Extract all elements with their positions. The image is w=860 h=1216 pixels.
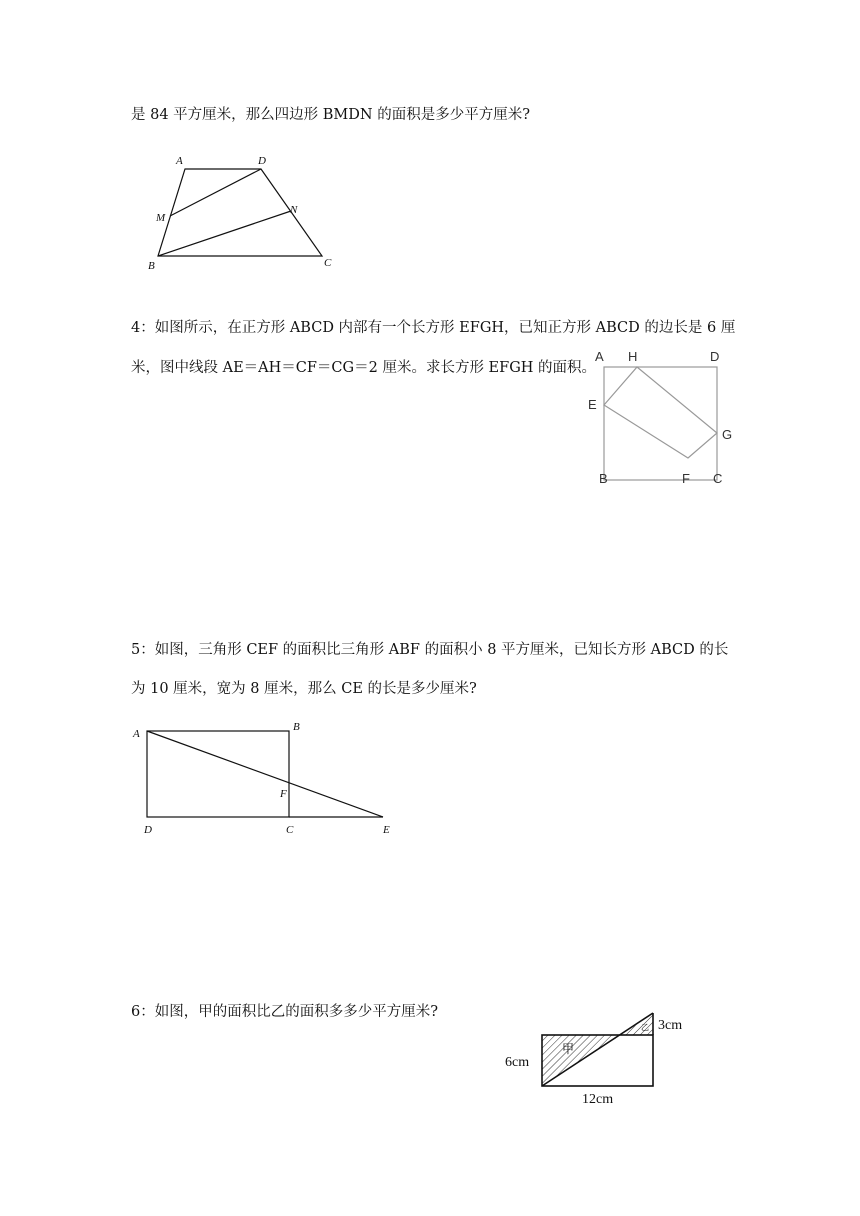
label-yi: 乙 — [641, 1023, 649, 1032]
label-b: B — [148, 260, 155, 272]
label-d: D — [144, 824, 152, 836]
q5-text-line2: 为 10 厘米，宽为 8 厘米，那么 CE 的长是多少厘米? — [131, 681, 477, 697]
segment-ae — [147, 731, 383, 817]
q5-rectangle-figure — [125, 715, 405, 845]
dim-3cm: 3cm — [658, 1018, 683, 1033]
dim-12cm: 12cm — [582, 1092, 614, 1107]
label-g: G — [722, 427, 733, 442]
q4-text-line2: 米，图中线段 AE＝AH＝CF＝CG＝2 厘米。求长方形 EFGH 的面积。 — [131, 360, 597, 376]
label-d: D — [710, 349, 720, 364]
trapezoid-abcd — [158, 169, 322, 256]
label-c: C — [286, 824, 294, 836]
q3-trapezoid-figure — [140, 150, 340, 275]
q3-text-line1: 是 84 平方厘米，那么四边形 BMDN 的面积是多少平方厘米? — [131, 107, 530, 123]
label-c: C — [713, 471, 723, 486]
rectangle-abcd — [147, 731, 289, 817]
label-e: E — [588, 397, 597, 412]
label-f: F — [280, 788, 287, 800]
q5-text-line1: 5：如图，三角形 CEF 的面积比三角形 ABF 的面积小 8 平方厘米，已知长方形 ABCD 的长 — [131, 642, 729, 658]
segment-md — [170, 169, 261, 216]
label-jia: 甲 — [562, 1042, 575, 1056]
segment-bn — [158, 211, 291, 256]
rectangle-efgh — [604, 367, 717, 458]
q4-text-line1: 4：如图所示，在正方形 ABCD 内部有一个长方形 EFGH，已知正方形 ABCD 的边长是 6 厘 — [131, 320, 736, 336]
label-c: C — [324, 257, 332, 269]
label-e: E — [383, 824, 390, 836]
q6-figure — [500, 1005, 710, 1105]
label-a: A — [595, 349, 604, 364]
label-m: M — [156, 212, 166, 224]
label-n: N — [290, 204, 298, 216]
label-d: D — [258, 155, 266, 167]
label-f: F — [682, 471, 690, 486]
q4-square-figure — [585, 345, 745, 485]
q6-text-line1: 6：如图，甲的面积比乙的面积多多少平方厘米? — [131, 1004, 438, 1020]
label-a: A — [133, 728, 140, 740]
label-b: B — [599, 471, 608, 486]
square-abcd — [604, 367, 717, 480]
dim-6cm: 6cm — [505, 1055, 530, 1070]
label-a: A — [176, 155, 183, 167]
label-b: B — [293, 721, 300, 733]
label-h: H — [628, 349, 638, 364]
